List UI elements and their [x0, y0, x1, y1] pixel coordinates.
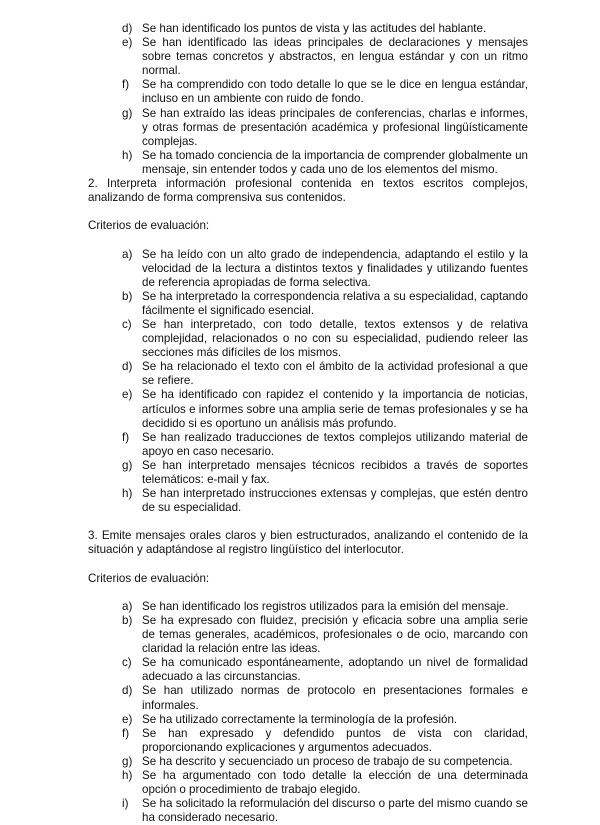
criterion-item: [122, 713, 528, 727]
criterion-text: Se ha interpretado la correspondencia relativa a su especialidad, captando fácilmente el significado esencial.: [142, 289, 528, 317]
criterion-marker: e): [122, 36, 133, 50]
criterion-item: [122, 248, 528, 290]
criterion-marker: f): [122, 430, 130, 444]
criterion-item: [122, 769, 528, 797]
criterion-marker: c): [122, 656, 132, 670]
criterion-text: Se han utilizado normas de protocolo en presentaciones formales e informales.: [142, 684, 528, 712]
criterion-text: Se han identificado los puntos de vista y las actitudes del hablante.: [142, 22, 487, 35]
criterion-text: Se han realizado traducciones de textos complejos utilizando material de apoyo en caso necesario.: [142, 430, 528, 458]
criterion-marker: d): [122, 684, 133, 698]
criterion-item: [122, 614, 528, 656]
criterion-item: [122, 318, 528, 360]
criterion-marker: b): [122, 289, 133, 303]
criterion-text: Se ha expresado con fluidez, precisión y eficacia sobre una amplia serie de temas generales, académicos, profesionales o de ocio, marcando con claridad la relación entre las ideas.: [142, 613, 528, 656]
criterion-marker: d): [122, 22, 133, 35]
criterion-item: [122, 360, 528, 388]
criterion-item: [122, 78, 528, 106]
criterion-marker: d): [122, 360, 133, 374]
criterion-text: Se ha identificado con rapidez el contenido y la importancia de noticias, artículos e informes sobre una amplia serie de temas profesionales y se ha decidido si es oportuno un análisis más profundo.: [142, 388, 528, 430]
criterion-text: Se han identificado las ideas principales de declaraciones y mensajes sobre temas concretos y abstractos, en lengua estándar y con un ritmo normal.: [142, 36, 528, 78]
criterion-marker: g): [122, 106, 133, 120]
section3-heading: 3. Emite mensajes orales claros y bien estructurados, analizando el contenido de la situación y adaptándose al registro lingüístico del interlocutor.: [88, 529, 528, 557]
criterion-marker: g): [122, 458, 133, 472]
criterion-text: Se han interpretado, con todo detalle, textos extensos y de relativa complejidad, relacionados o no con su especialidad, pudiendo releer las secciones más difíciles de los mismos.: [142, 317, 528, 360]
criterion-text: Se han identificado los registros utilizados para la emisión del mensaje.: [142, 599, 509, 613]
criteria-list-section2: [88, 248, 528, 516]
criterion-text: Se ha utilizado correctamente la terminología de la profesión.: [142, 712, 458, 726]
criterion-marker: f): [122, 78, 130, 92]
criterion-item: [122, 600, 528, 614]
section2-heading: 2. Interpreta información profesional contenida en textos escritos complejos, analizando de forma comprensiva sus contenidos.: [88, 177, 528, 205]
criterion-item: [122, 656, 528, 684]
criteria-list-section3: [88, 600, 528, 825]
criterion-item: [122, 797, 528, 825]
criterion-text: Se ha relacionado el texto con el ámbito de la actividad profesional a que se refiere.: [142, 360, 528, 388]
criterion-marker: a): [122, 599, 133, 613]
criterion-text: Se han interpretado instrucciones extensas y complejas, que estén dentro de su especialidad.: [142, 487, 528, 515]
criterion-text: Se ha leído con un alto grado de independencia, adaptando el estilo y la velocidad de la lectura a distintos textos y finalidades y utilizando fuentes de referencia apropiadas de forma selectiva.: [142, 247, 528, 289]
criterion-marker: h): [122, 487, 133, 501]
criteria-list-section1-continued: [88, 22, 528, 177]
criterion-item: [122, 22, 528, 36]
criterion-item: [122, 431, 528, 459]
criterion-item: [122, 36, 528, 78]
criterion-text: Se han expresado y defendido puntos de vista con claridad, proporcionando explicaciones y argumentos adecuados.: [142, 726, 528, 754]
criterion-item: [122, 755, 528, 769]
criterion-item: [122, 459, 528, 487]
criterion-marker: i): [122, 797, 129, 811]
criterion-text: Se ha argumentado con todo detalle la elección de una determinada opción o procedimiento de trabajo elegido.: [142, 768, 528, 797]
criterion-marker: g): [122, 754, 133, 768]
criterion-text: Se ha comprendido con todo detalle lo que se le dice en lengua estándar, incluso en un ambiente con ruido de fondo.: [142, 78, 528, 106]
criterion-item: [122, 107, 528, 149]
criterion-marker: a): [122, 247, 133, 261]
criterion-marker: c): [122, 317, 132, 331]
criterion-text: Se ha solicitado la reformulación del discurso o parte del mismo cuando se ha considerado necesario.: [142, 797, 528, 825]
criterion-text: Se ha tomado conciencia de la importancia de comprender globalmente un mensaje, sin entender todos y cada uno de los elementos del mismo.: [142, 148, 528, 176]
section2-criteria-label: Criterios de evaluación:: [88, 219, 210, 233]
criterion-text: Se ha descrito y secuenciado un proceso de trabajo de su competencia.: [142, 754, 513, 768]
criterion-item: [122, 727, 528, 755]
criterion-item: [122, 487, 528, 515]
criterion-marker: e): [122, 712, 133, 726]
criterion-marker: e): [122, 388, 133, 402]
criterion-marker: b): [122, 613, 133, 627]
section3-criteria-label: Criterios de evaluación:: [88, 571, 210, 585]
criterion-text: Se ha comunicado espontáneamente, adoptando un nivel de formalidad adecuado a las circunstancias.: [142, 656, 528, 684]
criterion-marker: h): [122, 148, 133, 162]
criterion-text: Se han interpretado mensajes técnicos recibidos a través de soportes telemáticos: e-mail y fax.: [142, 458, 528, 486]
criterion-marker: h): [122, 768, 133, 782]
criterion-text: Se han extraído las ideas principales de conferencias, charlas e informes, y otras formas de presentación académica y profesional lingüísticamente complejas.: [142, 106, 528, 148]
criterion-item: [122, 388, 528, 430]
criterion-item: [122, 684, 528, 712]
criterion-marker: f): [122, 726, 130, 740]
criterion-item: [122, 290, 528, 318]
criterion-item: [122, 149, 528, 177]
